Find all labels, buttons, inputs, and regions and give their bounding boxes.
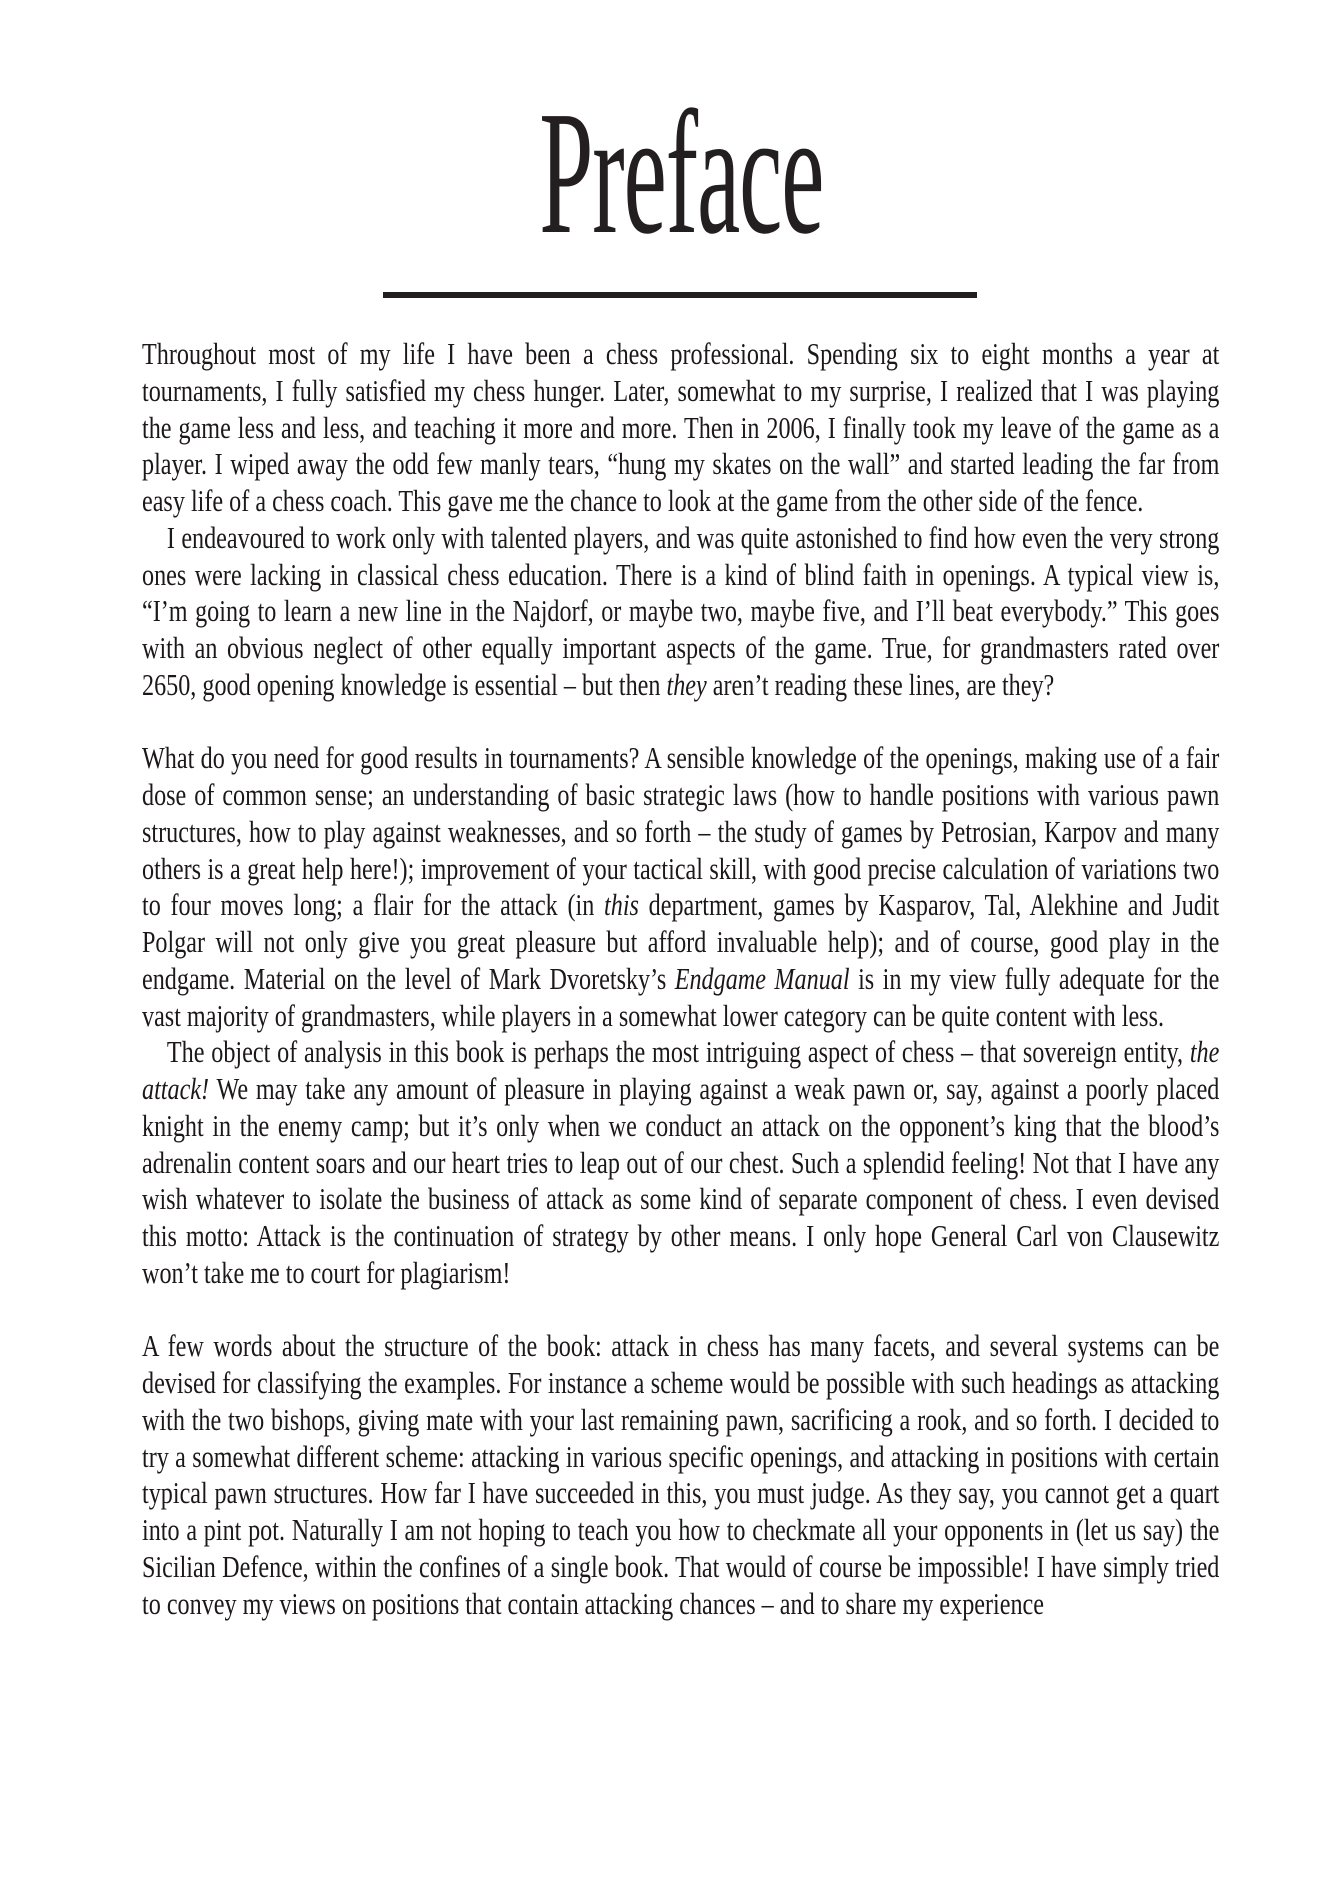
preface-body bbox=[142, 336, 1219, 1622]
text-segment-italic: the attack! bbox=[142, 1034, 1220, 1106]
body-paragraph bbox=[142, 1328, 1219, 1622]
text-segment: Throughout most of my life I have been a chess professional. Spending six to eight months a year at tournaments, I fully satisfied my chess hunger. Later, somewhat to my surprise, I realized that I was playing the game less and less, and teaching it more and more. Then in 2006, I finally took my leave of the game as a player. I wiped away the odd few manly tears, “hung my skates on the wall” and started leading the far from easy life of a chess coach. This gave me the chance to look at the game from the other side of the fence. bbox=[142, 336, 1220, 518]
text-segment-italic: they bbox=[666, 666, 707, 702]
text-segment: I endeavoured to work only with talented players, and was quite astonished to find how even the very strong ones were lacking in classical chess education. There is a kind of blind faith in openings. A typical view is, “I’m going to learn a new line in the Najdorf, or maybe two, maybe five, and I’ll beat everybody.” This goes with an obvious neglect of other equally important aspects of the game. True, for grandmasters rated over 2650, good opening knowledge is essential – but then bbox=[142, 519, 1220, 702]
body-paragraph bbox=[142, 1034, 1219, 1291]
text-segment: The object of analysis in this book is perhaps the most intriguing aspect of chess – that sovereign entity, bbox=[166, 1034, 1190, 1070]
body-paragraph bbox=[142, 740, 1219, 1034]
text-segment: is in my view fully adequate for the vast majority of grandmasters, while players in a somewhat lower category can be quite content with less. bbox=[142, 960, 1220, 1033]
text-segment: aren’t reading these lines, are they? bbox=[706, 666, 1055, 702]
text-segment-italic: Endgame Manual bbox=[674, 960, 850, 996]
page-title: Preface bbox=[538, 75, 824, 271]
text-segment: A few words about the structure of the book: attack in chess has many facets, and several systems can be devised for classifying the examples. For instance a scheme would be possible with such headings as attacking with the two bishops, giving mate with your last remaining pawn, sacrificing a rook, and so forth. I decided to try a somewhat different scheme: attacking in various specific openings, and attacking in positions with certain typical pawn structures. How far I have succeeded in this, you must judge. As they say, you cannot get a quart into a pint pot. Naturally I am not hoping to teach you how to checkmate all your opponents in (let us say) the Sicilian Defence, within the confines of a single book. That would of course be impossible! I have simply tried to convey my views on positions that contain attacking chances – and to share my experience bbox=[142, 1328, 1220, 1621]
body-paragraph bbox=[142, 336, 1219, 520]
text-segment: We may take any amount of pleasure in playing against a weak pawn or, say, against a poorly placed knight in the enemy camp; but it’s only when we conduct an attack on the opponent’s king that the blood’s adrenalin content soars and our heart tries to leap out of our chest. Such a splendid feeling! Not that I have any wish whatever to isolate the business of attack as some kind of separate component of chess. I even devised this motto: Attack is the continuation of strategy by other means. I only hope General Carl von Clausewitz won’t take me to court for plagiarism! bbox=[142, 1071, 1220, 1290]
text-segment: department, games by Kasparov, Tal, Alekhine and Judit Polgar will not only give you great pleasure but afford invaluable help); and of course, good play in the endgame. Material on the level of Mark Dvoretsky’s bbox=[142, 887, 1220, 996]
body-paragraph bbox=[142, 520, 1219, 704]
title-divider-rule bbox=[383, 292, 977, 298]
text-segment-italic: this bbox=[604, 887, 639, 923]
text-segment: What do you need for good results in tournaments? A sensible knowledge of the openings, making use of a fair dose of common sense; an understanding of basic strategic laws (how to handle positions with various pawn structures, how to play against weaknesses, and so forth – the study of games by Petrosian, Karpov and many others is a great help here!); improvement of your tactical skill, with good precise calculation of variations two to four moves long; a flair for the attack (in bbox=[142, 740, 1220, 923]
page-title-container bbox=[142, 75, 1220, 271]
